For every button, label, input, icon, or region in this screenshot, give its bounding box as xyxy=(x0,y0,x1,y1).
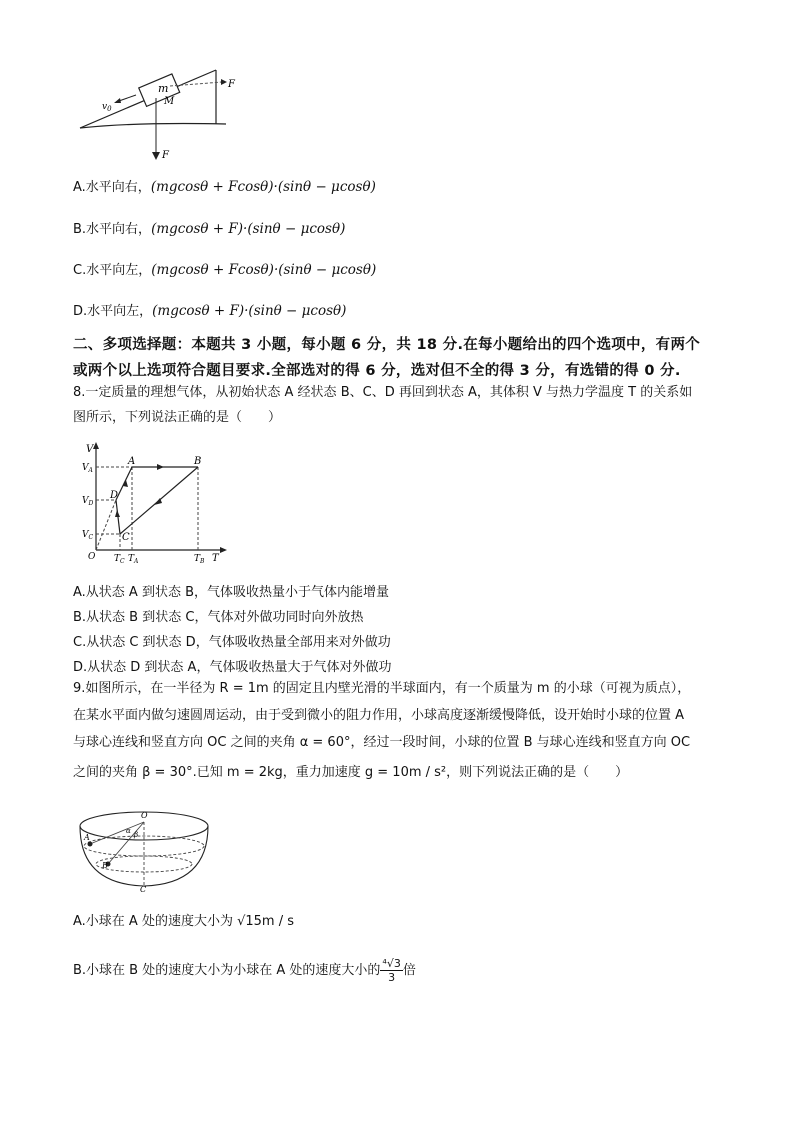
q9-stem-line2: 在某水平面内做匀速圆周运动，由于受到微小的阻力作用，小球高度逐渐缓慢降低，设开始时小球的位置 A xyxy=(73,708,685,723)
label-beta: β xyxy=(134,831,139,839)
point-a-label: A xyxy=(128,456,136,467)
origin-to-d-guide xyxy=(96,500,116,550)
arrow-a-b xyxy=(157,464,164,470)
label-F-right: F xyxy=(228,79,235,90)
label-m: m xyxy=(158,82,169,95)
label-v0: $v_0$ xyxy=(102,102,112,113)
axis-label-v: V xyxy=(86,444,94,455)
q9-stem-line1: 9.如图所示，在一半径为 R = 1m 的固定且内壁光滑的半球面内，有一个质量为 m 的小球（可视为质点）， xyxy=(73,681,691,696)
q8-choice-a: A.从状态 A 到状态 B，气体吸收热量小于气体内能增量 xyxy=(73,585,390,600)
fraction-numerator: ⁴√3 xyxy=(382,957,401,970)
q7-option-d xyxy=(73,300,346,319)
label-c: C xyxy=(140,885,147,892)
q9-choice-b-tail: 倍 xyxy=(402,963,416,978)
force-right-arrow xyxy=(170,82,222,86)
section-heading-line2: 或两个以上选项符合题目要求.全部选对的得 6 分，选对但不全的得 3 分，有选错的得 0 分. xyxy=(73,363,681,379)
q8-stem-line2: 图所示，下列说法正确的是（ ） xyxy=(73,410,282,425)
q9-choice-a: A.小球在 A 处的速度大小为 √15m / s xyxy=(73,914,294,929)
point-d-label: D xyxy=(110,490,119,501)
q7-option-c xyxy=(73,259,376,278)
point-b-label: B xyxy=(194,456,202,467)
label-o: O xyxy=(141,811,148,820)
q7-option-a xyxy=(73,176,376,195)
ground-line xyxy=(80,124,226,129)
fraction-denominator: 3 xyxy=(388,971,396,984)
tick-vd: $V_D$ xyxy=(82,496,94,507)
process-d-a xyxy=(116,467,132,500)
q8-choice-b: B.从状态 B 到状态 C，气体对外做功同时向外放热 xyxy=(73,610,364,625)
origin-label: O xyxy=(88,552,96,562)
q8-choice-d: D.从状态 D 到状态 A，气体吸收热量大于气体对外做功 xyxy=(73,660,392,675)
q7-option-c-lead: C.水平向左， xyxy=(73,263,152,278)
hemisphere-figure xyxy=(74,806,214,892)
label-alpha: α xyxy=(126,827,131,835)
q7-option-b xyxy=(73,218,345,237)
q7-option-d-lead: D.水平向左， xyxy=(73,304,153,319)
tick-ta: $T_A$ xyxy=(128,554,139,565)
q7-option-a-lead: A.水平向右， xyxy=(73,180,151,195)
axis-label-t: T xyxy=(212,553,219,564)
point-c-label: C xyxy=(122,532,130,543)
incline-figure xyxy=(76,62,246,162)
q7-option-a-math: (mgcosθ + Fcosθ)·(sinθ − μcosθ) xyxy=(150,179,376,195)
vt-graph xyxy=(82,440,232,565)
tick-vc: $V_C$ xyxy=(82,530,94,541)
v-axis-arrowhead xyxy=(93,442,99,449)
q7-option-d-math: (mgcosθ + F)·(sinθ − μcosθ) xyxy=(152,303,347,319)
label-M: M xyxy=(164,96,175,107)
section-heading-line1: 二、多项选择题：本题共 3 小题，每小题 6 分，共 18 分.在每小题给出的四个选项中，有两个 xyxy=(73,337,701,353)
ball-a xyxy=(88,842,93,847)
t-axis-arrowhead xyxy=(220,547,227,553)
q9-stem-line3: 与球心连线和竖直方向 OC 之间的夹角 α = 60°，经过一段时间，小球的位置 B 与球心连线和竖直方向 OC xyxy=(73,735,691,750)
q9-choice-b xyxy=(73,957,416,984)
q7-option-b-lead: B.水平向右， xyxy=(73,222,152,237)
label-F-down: F xyxy=(162,150,169,161)
v0-arrowhead xyxy=(114,98,121,103)
q8-stem-line1: 8.一定质量的理想气体，从初始状态 A 经状态 B、C、D 再回到状态 A，其体积 V 与热力学温度 T 的关系如 xyxy=(73,385,693,400)
tick-tb: $T_B$ xyxy=(194,554,205,565)
q8-choice-c: C.从状态 C 到状态 D，气体吸收热量全部用来对外做功 xyxy=(73,635,391,650)
label-b: B xyxy=(102,861,108,870)
force-down-arrowhead xyxy=(152,152,160,160)
q9-stem-line4: 之间的夹角 β = 30°.已知 m = 2kg，重力加速度 g = 10m / s²，则下列说法正确的是（ ） xyxy=(73,765,629,780)
force-right-arrowhead xyxy=(221,79,227,85)
tick-va: $V_A$ xyxy=(82,463,93,474)
q9-choice-b-text: B.小球在 B 处的速度大小为小球在 A 处的速度大小的 xyxy=(73,963,381,978)
q7-option-b-math: (mgcosθ + F)·(sinθ − μcosθ) xyxy=(151,221,346,237)
label-a: A xyxy=(84,833,90,842)
tick-tc: $T_C$ xyxy=(114,554,125,565)
q7-option-c-math: (mgcosθ + Fcosθ)·(sinθ − μcosθ) xyxy=(151,262,377,278)
q9-choice-b-fraction xyxy=(380,957,402,984)
